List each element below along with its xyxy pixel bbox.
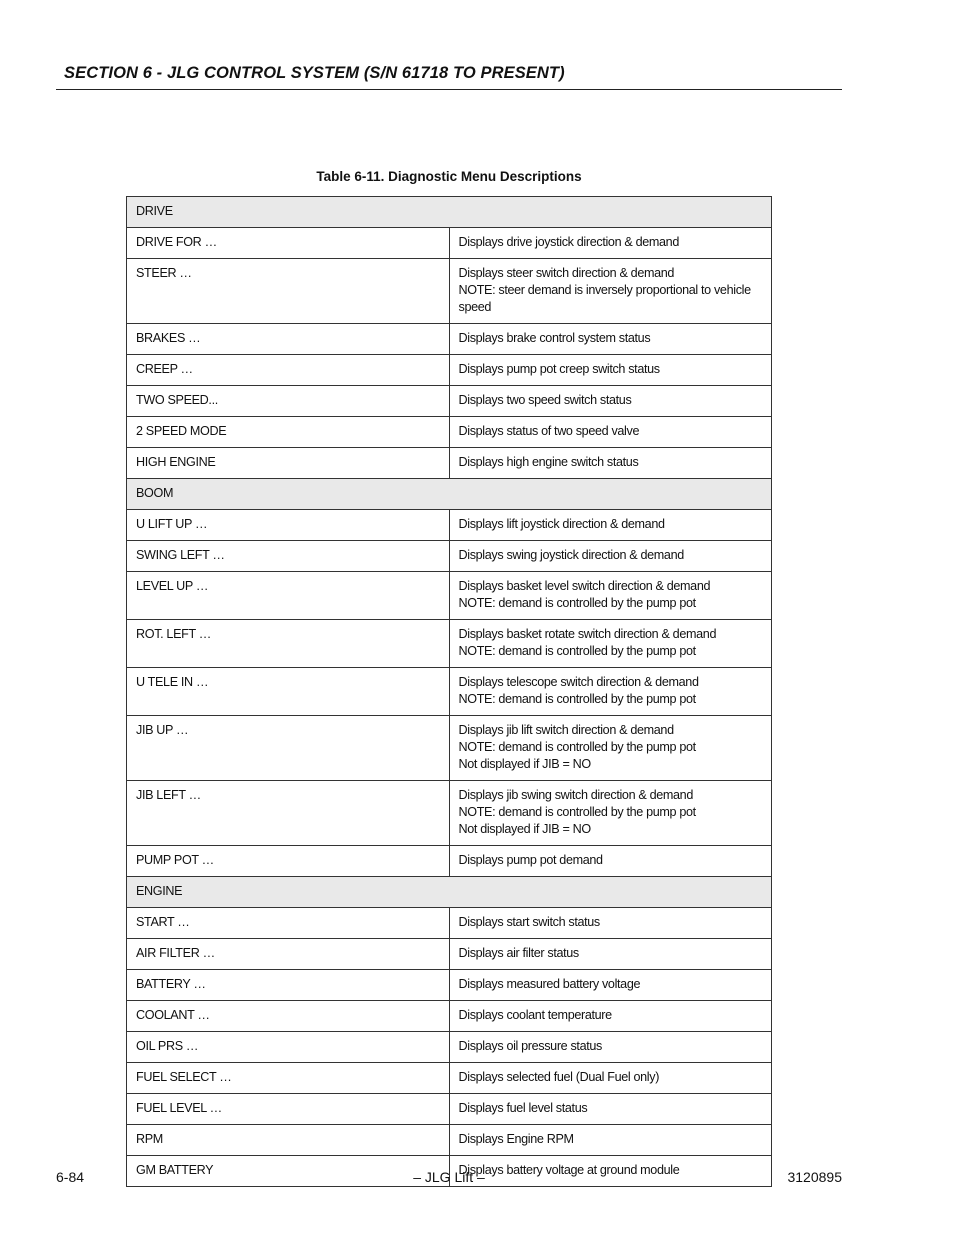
description-line: Displays jib swing switch direction & demand: [458, 788, 693, 802]
description-line: Displays high engine switch status: [458, 455, 639, 469]
menu-item-label: U TELE IN …: [127, 668, 450, 716]
table-row: [127, 1094, 772, 1125]
description-line: NOTE: demand is controlled by the pump pot: [458, 740, 696, 754]
table-row: [127, 448, 772, 479]
description-line: NOTE: demand is controlled by the pump pot: [458, 644, 696, 658]
table-row: [127, 908, 772, 939]
table-row: [127, 541, 772, 572]
section-heading: BOOM: [127, 479, 772, 510]
header-divider: [56, 89, 842, 90]
table-row: [127, 668, 772, 716]
table-row: [127, 355, 772, 386]
description-line: NOTE: demand is controlled by the pump pot: [458, 805, 696, 819]
page-number: 6-84: [56, 1169, 85, 1185]
description-line: Displays lift joystick direction & demand: [458, 517, 665, 531]
description-line: Displays battery voltage at ground module: [458, 1163, 680, 1177]
description-line: Displays swing joystick direction & demand: [458, 548, 684, 562]
description-line: Displays coolant temperature: [458, 1008, 612, 1022]
menu-item-label: OIL PRS …: [127, 1032, 450, 1063]
menu-item-label: HIGH ENGINE: [127, 448, 450, 479]
description-line: Not displayed if JIB = NO: [458, 757, 591, 771]
section-title: SECTION 6 - JLG CONTROL SYSTEM (S/N 61718 TO PRESENT): [64, 64, 565, 82]
menu-item-description: [449, 620, 772, 668]
description-line: Displays telescope switch direction & demand: [458, 675, 699, 689]
description-line: Displays steer switch direction & demand: [458, 266, 675, 280]
menu-item-label: AIR FILTER …: [127, 939, 450, 970]
description-line: Displays pump pot demand: [458, 853, 603, 867]
table-row: [127, 386, 772, 417]
menu-item-description: [449, 417, 772, 448]
table-row: [127, 781, 772, 846]
menu-item-description: [449, 1001, 772, 1032]
description-line: Displays air filter status: [458, 946, 579, 960]
description-line: NOTE: steer demand is inversely proportional to vehicle speed: [458, 283, 751, 314]
description-line: Displays oil pressure status: [458, 1039, 602, 1053]
table-row: [127, 324, 772, 355]
diagnostic-menu-table: [126, 196, 772, 1187]
table-row: [127, 939, 772, 970]
menu-item-label: DRIVE FOR …: [127, 228, 450, 259]
menu-item-description: [449, 939, 772, 970]
menu-item-description: [449, 716, 772, 781]
table-row: [127, 228, 772, 259]
menu-item-label: COOLANT …: [127, 1001, 450, 1032]
menu-item-description: [449, 1094, 772, 1125]
table-row: [127, 970, 772, 1001]
menu-item-description: [449, 386, 772, 417]
menu-item-label: U LIFT UP …: [127, 510, 450, 541]
menu-item-description: [449, 448, 772, 479]
description-line: Displays basket rotate switch direction & demand: [458, 627, 717, 641]
table-row: [127, 846, 772, 877]
menu-item-label: BATTERY …: [127, 970, 450, 1001]
menu-item-label: START …: [127, 908, 450, 939]
menu-item-label: GM BATTERY: [127, 1156, 450, 1187]
description-line: Displays fuel level status: [458, 1101, 588, 1115]
description-line: Displays jib lift switch direction & demand: [458, 723, 674, 737]
menu-item-description: [449, 908, 772, 939]
menu-item-label: FUEL SELECT …: [127, 1063, 450, 1094]
menu-item-label: JIB UP …: [127, 716, 450, 781]
menu-item-label: BRAKES …: [127, 324, 450, 355]
menu-item-label: STEER …: [127, 259, 450, 324]
menu-item-label: JIB LEFT …: [127, 781, 450, 846]
menu-item-description: [449, 510, 772, 541]
description-line: NOTE: demand is controlled by the pump pot: [458, 596, 696, 610]
menu-item-description: [449, 1125, 772, 1156]
menu-item-description: [449, 1063, 772, 1094]
description-line: NOTE: demand is controlled by the pump pot: [458, 692, 696, 706]
description-line: Displays two speed switch status: [458, 393, 632, 407]
table-row: [127, 572, 772, 620]
menu-item-label: TWO SPEED...: [127, 386, 450, 417]
table-row: [127, 1001, 772, 1032]
description-line: Displays brake control system status: [458, 331, 651, 345]
table-row: [127, 1063, 772, 1094]
menu-item-label: RPM: [127, 1125, 450, 1156]
menu-item-label: 2 SPEED MODE: [127, 417, 450, 448]
menu-item-label: ROT. LEFT …: [127, 620, 450, 668]
menu-item-description: [449, 572, 772, 620]
menu-item-label: CREEP …: [127, 355, 450, 386]
table-row: [127, 1125, 772, 1156]
menu-item-label: FUEL LEVEL …: [127, 1094, 450, 1125]
table-section-row: [127, 197, 772, 228]
footer-publisher: – JLG Lift –: [413, 1169, 485, 1185]
table-row: [127, 417, 772, 448]
description-line: Displays drive joystick direction & demand: [458, 235, 679, 249]
description-line: Displays status of two speed valve: [458, 424, 640, 438]
menu-item-label: SWING LEFT …: [127, 541, 450, 572]
menu-item-description: [449, 324, 772, 355]
menu-item-description: [449, 668, 772, 716]
table-section-row: [127, 479, 772, 510]
table-row: [127, 1032, 772, 1063]
menu-item-description: [449, 228, 772, 259]
table-caption: Table 6-11. Diagnostic Menu Descriptions: [316, 169, 582, 184]
menu-item-description: [449, 846, 772, 877]
table-row: [127, 259, 772, 324]
menu-item-description: [449, 970, 772, 1001]
menu-item-description: [449, 355, 772, 386]
menu-item-label: LEVEL UP …: [127, 572, 450, 620]
table-row: [127, 716, 772, 781]
menu-item-description: [449, 781, 772, 846]
table-row: [127, 510, 772, 541]
description-line: Displays Engine RPM: [458, 1132, 574, 1146]
description-line: Displays basket level switch direction & demand: [458, 579, 711, 593]
document-number: 3120895: [787, 1169, 842, 1185]
description-line: Displays start switch status: [458, 915, 600, 929]
description-line: Displays selected fuel (Dual Fuel only): [458, 1070, 660, 1084]
table-section-row: [127, 877, 772, 908]
menu-item-description: [449, 1032, 772, 1063]
diagnostic-menu-table-body: [127, 197, 772, 1187]
section-heading: DRIVE: [127, 197, 772, 228]
description-line: Not displayed if JIB = NO: [458, 822, 591, 836]
menu-item-description: [449, 541, 772, 572]
table-row: [127, 620, 772, 668]
description-line: Displays measured battery voltage: [458, 977, 641, 991]
section-heading: ENGINE: [127, 877, 772, 908]
menu-item-description: [449, 259, 772, 324]
description-line: Displays pump pot creep switch status: [458, 362, 660, 376]
menu-item-label: PUMP POT …: [127, 846, 450, 877]
